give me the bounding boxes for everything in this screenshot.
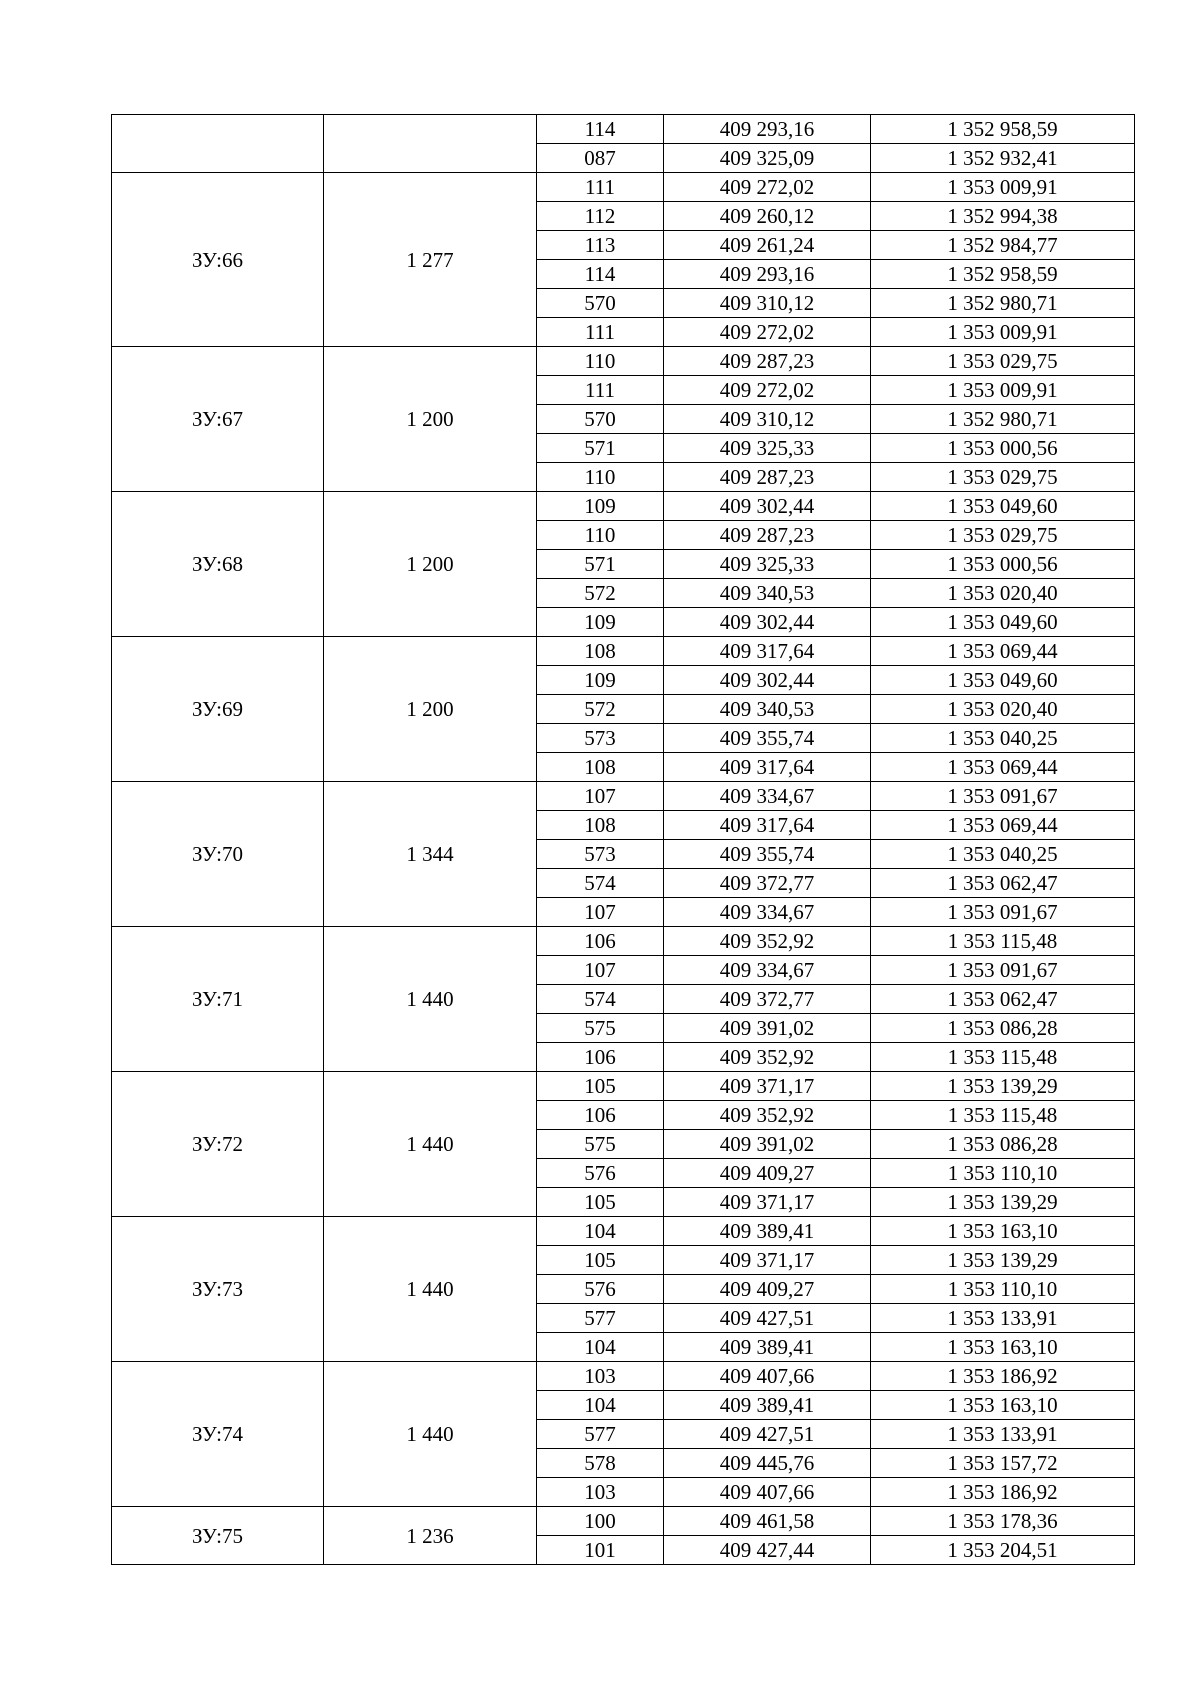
plot-label-cell: ЗУ:67 bbox=[112, 347, 324, 492]
table-row bbox=[112, 637, 1135, 666]
x-coordinate-cell: 409 355,74 bbox=[664, 724, 871, 753]
x-coordinate-cell: 409 371,17 bbox=[664, 1072, 871, 1101]
x-coordinate-cell: 409 445,76 bbox=[664, 1449, 871, 1478]
point-number-cell: 110 bbox=[537, 521, 664, 550]
x-coordinate-cell: 409 352,92 bbox=[664, 927, 871, 956]
y-coordinate-cell: 1 353 069,44 bbox=[871, 811, 1135, 840]
x-coordinate-cell: 409 334,67 bbox=[664, 898, 871, 927]
x-coordinate-cell: 409 407,66 bbox=[664, 1362, 871, 1391]
point-number-cell: 578 bbox=[537, 1449, 664, 1478]
x-coordinate-cell: 409 334,67 bbox=[664, 782, 871, 811]
y-coordinate-cell: 1 353 091,67 bbox=[871, 956, 1135, 985]
plot-label-cell: ЗУ:74 bbox=[112, 1362, 324, 1507]
x-coordinate-cell: 409 325,33 bbox=[664, 434, 871, 463]
point-number-cell: 576 bbox=[537, 1275, 664, 1304]
y-coordinate-cell: 1 353 133,91 bbox=[871, 1420, 1135, 1449]
y-coordinate-cell: 1 353 040,25 bbox=[871, 724, 1135, 753]
point-number-cell: 108 bbox=[537, 753, 664, 782]
point-number-cell: 106 bbox=[537, 1101, 664, 1130]
point-number-cell: 104 bbox=[537, 1391, 664, 1420]
point-number-cell: 574 bbox=[537, 985, 664, 1014]
x-coordinate-cell: 409 352,92 bbox=[664, 1101, 871, 1130]
plot-label-cell: ЗУ:75 bbox=[112, 1507, 324, 1565]
x-coordinate-cell: 409 302,44 bbox=[664, 666, 871, 695]
point-number-cell: 105 bbox=[537, 1072, 664, 1101]
point-number-cell: 570 bbox=[537, 289, 664, 318]
coordinates-table bbox=[111, 114, 1135, 1565]
point-number-cell: 110 bbox=[537, 463, 664, 492]
y-coordinate-cell: 1 353 049,60 bbox=[871, 492, 1135, 521]
x-coordinate-cell: 409 272,02 bbox=[664, 376, 871, 405]
point-number-cell: 572 bbox=[537, 579, 664, 608]
x-coordinate-cell: 409 371,17 bbox=[664, 1188, 871, 1217]
x-coordinate-cell: 409 293,16 bbox=[664, 115, 871, 144]
x-coordinate-cell: 409 372,77 bbox=[664, 869, 871, 898]
y-coordinate-cell: 1 352 980,71 bbox=[871, 405, 1135, 434]
point-number-cell: 106 bbox=[537, 927, 664, 956]
plot-area-cell: 1 200 bbox=[324, 347, 537, 492]
table-row bbox=[112, 347, 1135, 376]
x-coordinate-cell: 409 355,74 bbox=[664, 840, 871, 869]
plot-area-cell: 1 277 bbox=[324, 173, 537, 347]
y-coordinate-cell: 1 353 115,48 bbox=[871, 1101, 1135, 1130]
point-number-cell: 104 bbox=[537, 1217, 664, 1246]
plot-area-cell: 1 344 bbox=[324, 782, 537, 927]
y-coordinate-cell: 1 353 049,60 bbox=[871, 666, 1135, 695]
y-coordinate-cell: 1 353 204,51 bbox=[871, 1536, 1135, 1565]
plot-label-cell: ЗУ:72 bbox=[112, 1072, 324, 1217]
point-number-cell: 104 bbox=[537, 1333, 664, 1362]
point-number-cell: 576 bbox=[537, 1159, 664, 1188]
point-number-cell: 107 bbox=[537, 956, 664, 985]
plot-area-cell: 1 440 bbox=[324, 1217, 537, 1362]
x-coordinate-cell: 409 352,92 bbox=[664, 1043, 871, 1072]
point-number-cell: 110 bbox=[537, 347, 664, 376]
y-coordinate-cell: 1 353 000,56 bbox=[871, 550, 1135, 579]
y-coordinate-cell: 1 353 020,40 bbox=[871, 579, 1135, 608]
plot-area-cell: 1 440 bbox=[324, 1072, 537, 1217]
y-coordinate-cell: 1 353 178,36 bbox=[871, 1507, 1135, 1536]
x-coordinate-cell: 409 317,64 bbox=[664, 753, 871, 782]
y-coordinate-cell: 1 353 186,92 bbox=[871, 1362, 1135, 1391]
y-coordinate-cell: 1 353 069,44 bbox=[871, 637, 1135, 666]
y-coordinate-cell: 1 352 958,59 bbox=[871, 115, 1135, 144]
plot-label-cell: ЗУ:70 bbox=[112, 782, 324, 927]
x-coordinate-cell: 409 272,02 bbox=[664, 318, 871, 347]
point-number-cell: 108 bbox=[537, 637, 664, 666]
point-number-cell: 087 bbox=[537, 144, 664, 173]
y-coordinate-cell: 1 353 139,29 bbox=[871, 1246, 1135, 1275]
x-coordinate-cell: 409 260,12 bbox=[664, 202, 871, 231]
x-coordinate-cell: 409 287,23 bbox=[664, 521, 871, 550]
point-number-cell: 572 bbox=[537, 695, 664, 724]
plot-area-cell: 1 440 bbox=[324, 1362, 537, 1507]
point-number-cell: 105 bbox=[537, 1246, 664, 1275]
x-coordinate-cell: 409 391,02 bbox=[664, 1014, 871, 1043]
y-coordinate-cell: 1 353 110,10 bbox=[871, 1159, 1135, 1188]
x-coordinate-cell: 409 325,09 bbox=[664, 144, 871, 173]
x-coordinate-cell: 409 310,12 bbox=[664, 289, 871, 318]
point-number-cell: 111 bbox=[537, 318, 664, 347]
y-coordinate-cell: 1 353 139,29 bbox=[871, 1072, 1135, 1101]
y-coordinate-cell: 1 353 139,29 bbox=[871, 1188, 1135, 1217]
y-coordinate-cell: 1 353 186,92 bbox=[871, 1478, 1135, 1507]
x-coordinate-cell: 409 427,51 bbox=[664, 1304, 871, 1333]
point-number-cell: 575 bbox=[537, 1014, 664, 1043]
y-coordinate-cell: 1 353 000,56 bbox=[871, 434, 1135, 463]
y-coordinate-cell: 1 353 020,40 bbox=[871, 695, 1135, 724]
point-number-cell: 101 bbox=[537, 1536, 664, 1565]
table-row bbox=[112, 1217, 1135, 1246]
table-row bbox=[112, 927, 1135, 956]
plot-label-cell: ЗУ:69 bbox=[112, 637, 324, 782]
y-coordinate-cell: 1 352 932,41 bbox=[871, 144, 1135, 173]
y-coordinate-cell: 1 353 029,75 bbox=[871, 463, 1135, 492]
point-number-cell: 571 bbox=[537, 550, 664, 579]
point-number-cell: 106 bbox=[537, 1043, 664, 1072]
y-coordinate-cell: 1 353 133,91 bbox=[871, 1304, 1135, 1333]
x-coordinate-cell: 409 407,66 bbox=[664, 1478, 871, 1507]
y-coordinate-cell: 1 353 163,10 bbox=[871, 1217, 1135, 1246]
y-coordinate-cell: 1 353 062,47 bbox=[871, 869, 1135, 898]
x-coordinate-cell: 409 340,53 bbox=[664, 579, 871, 608]
plot-area-cell bbox=[324, 115, 537, 173]
y-coordinate-cell: 1 353 009,91 bbox=[871, 318, 1135, 347]
point-number-cell: 107 bbox=[537, 898, 664, 927]
point-number-cell: 108 bbox=[537, 811, 664, 840]
x-coordinate-cell: 409 317,64 bbox=[664, 811, 871, 840]
x-coordinate-cell: 409 334,67 bbox=[664, 956, 871, 985]
x-coordinate-cell: 409 389,41 bbox=[664, 1333, 871, 1362]
x-coordinate-cell: 409 293,16 bbox=[664, 260, 871, 289]
x-coordinate-cell: 409 310,12 bbox=[664, 405, 871, 434]
plot-label-cell: ЗУ:66 bbox=[112, 173, 324, 347]
x-coordinate-cell: 409 409,27 bbox=[664, 1159, 871, 1188]
y-coordinate-cell: 1 353 115,48 bbox=[871, 927, 1135, 956]
x-coordinate-cell: 409 272,02 bbox=[664, 173, 871, 202]
point-number-cell: 575 bbox=[537, 1130, 664, 1159]
point-number-cell: 111 bbox=[537, 376, 664, 405]
x-coordinate-cell: 409 325,33 bbox=[664, 550, 871, 579]
point-number-cell: 105 bbox=[537, 1188, 664, 1217]
y-coordinate-cell: 1 353 115,48 bbox=[871, 1043, 1135, 1072]
plot-label-cell bbox=[112, 115, 324, 173]
plot-area-cell: 1 200 bbox=[324, 637, 537, 782]
coordinates-table-body bbox=[112, 115, 1135, 1565]
y-coordinate-cell: 1 353 029,75 bbox=[871, 521, 1135, 550]
y-coordinate-cell: 1 353 029,75 bbox=[871, 347, 1135, 376]
y-coordinate-cell: 1 353 110,10 bbox=[871, 1275, 1135, 1304]
y-coordinate-cell: 1 353 062,47 bbox=[871, 985, 1135, 1014]
plot-label-cell: ЗУ:73 bbox=[112, 1217, 324, 1362]
point-number-cell: 100 bbox=[537, 1507, 664, 1536]
table-row bbox=[112, 1072, 1135, 1101]
x-coordinate-cell: 409 372,77 bbox=[664, 985, 871, 1014]
point-number-cell: 573 bbox=[537, 724, 664, 753]
point-number-cell: 103 bbox=[537, 1362, 664, 1391]
x-coordinate-cell: 409 340,53 bbox=[664, 695, 871, 724]
x-coordinate-cell: 409 371,17 bbox=[664, 1246, 871, 1275]
y-coordinate-cell: 1 352 984,77 bbox=[871, 231, 1135, 260]
table-row bbox=[112, 782, 1135, 811]
plot-area-cell: 1 440 bbox=[324, 927, 537, 1072]
y-coordinate-cell: 1 353 009,91 bbox=[871, 376, 1135, 405]
plot-label-cell: ЗУ:68 bbox=[112, 492, 324, 637]
point-number-cell: 573 bbox=[537, 840, 664, 869]
x-coordinate-cell: 409 302,44 bbox=[664, 492, 871, 521]
table-row bbox=[112, 173, 1135, 202]
point-number-cell: 114 bbox=[537, 260, 664, 289]
table-row bbox=[112, 1507, 1135, 1536]
point-number-cell: 107 bbox=[537, 782, 664, 811]
y-coordinate-cell: 1 353 069,44 bbox=[871, 753, 1135, 782]
point-number-cell: 577 bbox=[537, 1420, 664, 1449]
y-coordinate-cell: 1 353 086,28 bbox=[871, 1130, 1135, 1159]
plot-area-cell: 1 200 bbox=[324, 492, 537, 637]
y-coordinate-cell: 1 353 049,60 bbox=[871, 608, 1135, 637]
x-coordinate-cell: 409 427,51 bbox=[664, 1420, 871, 1449]
table-row bbox=[112, 1362, 1135, 1391]
point-number-cell: 103 bbox=[537, 1478, 664, 1507]
x-coordinate-cell: 409 287,23 bbox=[664, 463, 871, 492]
point-number-cell: 571 bbox=[537, 434, 664, 463]
point-number-cell: 111 bbox=[537, 173, 664, 202]
plot-label-cell: ЗУ:71 bbox=[112, 927, 324, 1072]
y-coordinate-cell: 1 353 040,25 bbox=[871, 840, 1135, 869]
y-coordinate-cell: 1 353 091,67 bbox=[871, 898, 1135, 927]
x-coordinate-cell: 409 261,24 bbox=[664, 231, 871, 260]
point-number-cell: 109 bbox=[537, 666, 664, 695]
y-coordinate-cell: 1 353 163,10 bbox=[871, 1333, 1135, 1362]
y-coordinate-cell: 1 352 994,38 bbox=[871, 202, 1135, 231]
point-number-cell: 570 bbox=[537, 405, 664, 434]
y-coordinate-cell: 1 352 958,59 bbox=[871, 260, 1135, 289]
y-coordinate-cell: 1 352 980,71 bbox=[871, 289, 1135, 318]
x-coordinate-cell: 409 389,41 bbox=[664, 1217, 871, 1246]
x-coordinate-cell: 409 461,58 bbox=[664, 1507, 871, 1536]
table-row bbox=[112, 115, 1135, 144]
y-coordinate-cell: 1 353 157,72 bbox=[871, 1449, 1135, 1478]
point-number-cell: 112 bbox=[537, 202, 664, 231]
point-number-cell: 109 bbox=[537, 608, 664, 637]
point-number-cell: 574 bbox=[537, 869, 664, 898]
y-coordinate-cell: 1 353 009,91 bbox=[871, 173, 1135, 202]
y-coordinate-cell: 1 353 163,10 bbox=[871, 1391, 1135, 1420]
x-coordinate-cell: 409 427,44 bbox=[664, 1536, 871, 1565]
x-coordinate-cell: 409 302,44 bbox=[664, 608, 871, 637]
x-coordinate-cell: 409 391,02 bbox=[664, 1130, 871, 1159]
x-coordinate-cell: 409 409,27 bbox=[664, 1275, 871, 1304]
point-number-cell: 114 bbox=[537, 115, 664, 144]
plot-area-cell: 1 236 bbox=[324, 1507, 537, 1565]
x-coordinate-cell: 409 389,41 bbox=[664, 1391, 871, 1420]
y-coordinate-cell: 1 353 086,28 bbox=[871, 1014, 1135, 1043]
y-coordinate-cell: 1 353 091,67 bbox=[871, 782, 1135, 811]
point-number-cell: 113 bbox=[537, 231, 664, 260]
x-coordinate-cell: 409 287,23 bbox=[664, 347, 871, 376]
point-number-cell: 109 bbox=[537, 492, 664, 521]
x-coordinate-cell: 409 317,64 bbox=[664, 637, 871, 666]
point-number-cell: 577 bbox=[537, 1304, 664, 1333]
table-row bbox=[112, 492, 1135, 521]
